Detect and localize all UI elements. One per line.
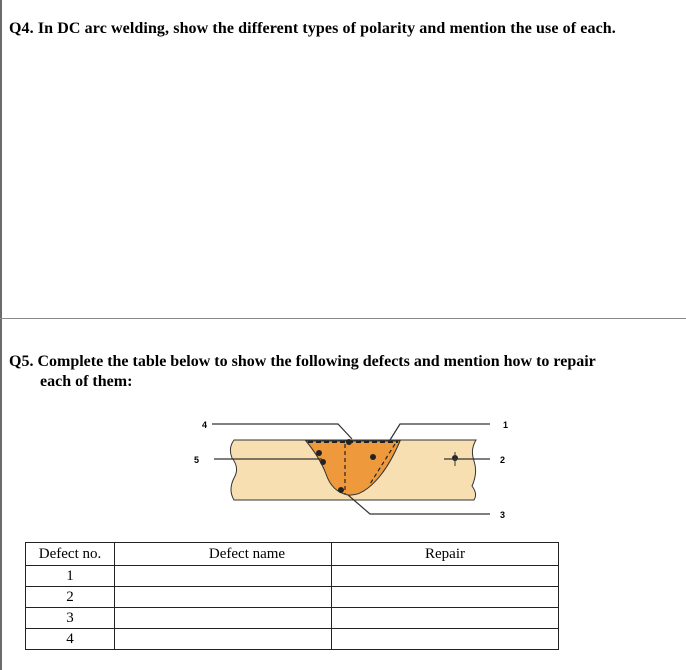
cell-defect-name[interactable] bbox=[115, 629, 332, 650]
weld-defects-figure bbox=[190, 406, 530, 526]
table-header-row bbox=[26, 543, 559, 566]
figure-label-1: 1 bbox=[503, 420, 509, 430]
figure-label-2: 2 bbox=[500, 455, 506, 465]
cell-repair[interactable] bbox=[332, 629, 559, 650]
figure-label-4: 4 bbox=[202, 420, 208, 430]
left-border bbox=[0, 0, 2, 670]
question-5 bbox=[9, 352, 596, 392]
header-defect-no: Defect no. bbox=[26, 543, 115, 566]
question-5-line-2: each of them: bbox=[40, 373, 133, 390]
defects-table bbox=[25, 542, 559, 650]
table-row bbox=[26, 566, 559, 587]
header-defect-name: Defect name bbox=[115, 543, 332, 566]
figure-label-3: 3 bbox=[500, 510, 506, 520]
cell-repair[interactable] bbox=[332, 608, 559, 629]
defect-dot bbox=[338, 487, 344, 493]
header-repair: Repair bbox=[332, 543, 559, 566]
table-row bbox=[26, 608, 559, 629]
leader-line-4 bbox=[212, 424, 352, 439]
question-4: Q4. In DC arc welding, show the different types of polarity and mention the use of each. bbox=[9, 20, 616, 37]
cell-defect-no: 4 bbox=[26, 629, 115, 650]
leader-line-1 bbox=[390, 424, 490, 440]
cell-defect-name[interactable] bbox=[115, 587, 332, 608]
cell-repair[interactable] bbox=[332, 566, 559, 587]
cell-defect-no: 3 bbox=[26, 608, 115, 629]
cell-defect-name[interactable] bbox=[115, 608, 332, 629]
defect-dot bbox=[316, 450, 322, 456]
question-5-line-1: Q5. Complete the table below to show the following defects and mention how to repair bbox=[9, 353, 596, 370]
table-row bbox=[26, 587, 559, 608]
defect-dot bbox=[370, 454, 376, 460]
defect-dot bbox=[320, 459, 326, 465]
figure-label-5: 5 bbox=[194, 455, 200, 465]
table-row bbox=[26, 629, 559, 650]
defect-dot bbox=[346, 439, 352, 445]
cell-repair[interactable] bbox=[332, 587, 559, 608]
cell-defect-no: 1 bbox=[26, 566, 115, 587]
cell-defect-name[interactable] bbox=[115, 566, 332, 587]
cell-defect-no: 2 bbox=[26, 587, 115, 608]
section-divider bbox=[0, 318, 686, 319]
